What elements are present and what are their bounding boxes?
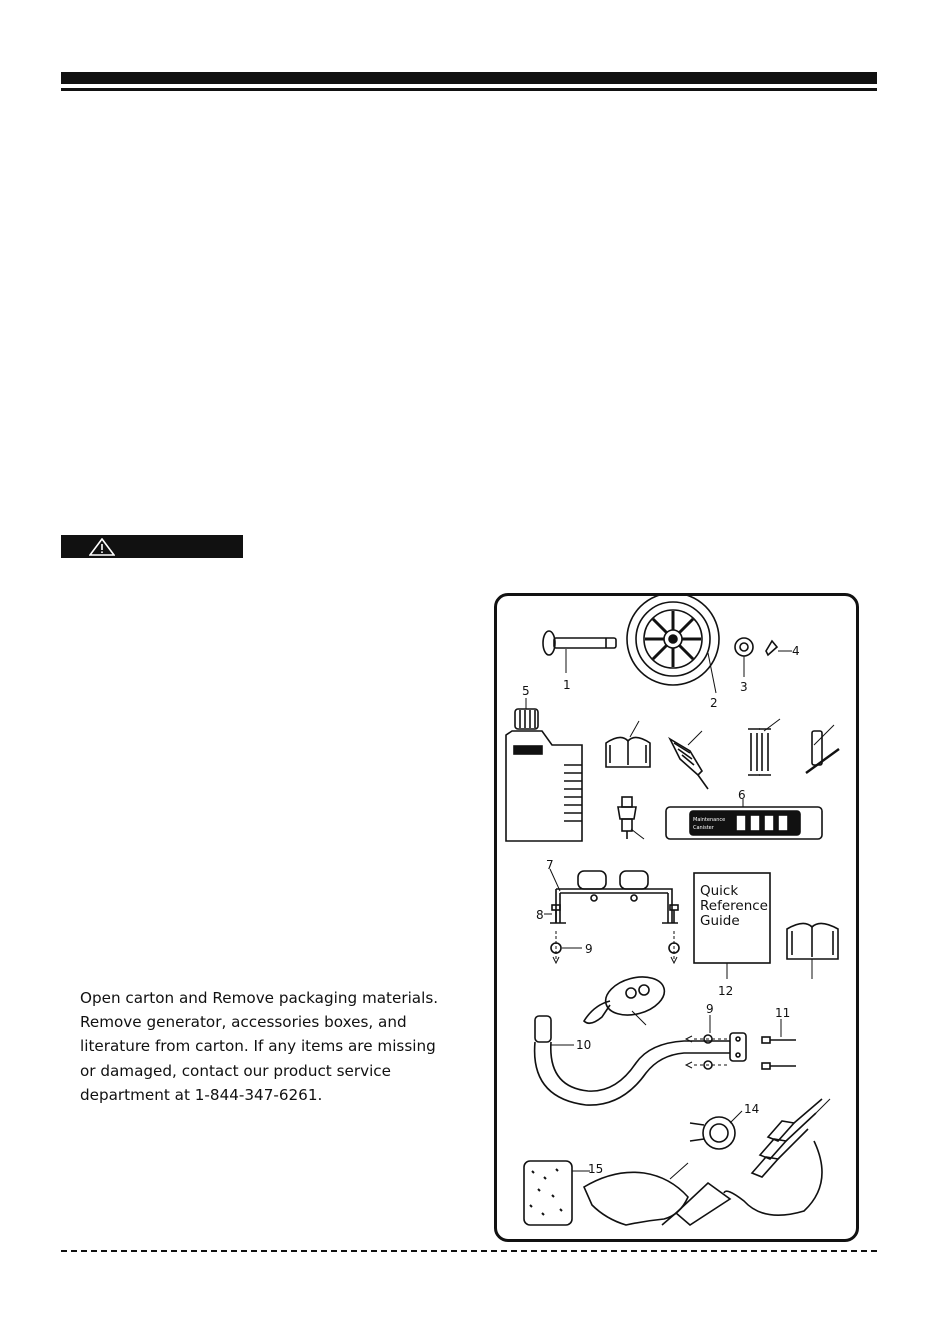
handle-tube-icon <box>535 1016 746 1105</box>
guide-title: Guide <box>700 913 740 929</box>
instruction-line: department at 1-844-347-6261. <box>80 1085 323 1104</box>
parts-illustration <box>494 593 859 1242</box>
callout-12: 12 <box>718 984 734 998</box>
remote-fob-icon <box>584 971 669 1023</box>
guide-title: Reference <box>700 898 768 914</box>
callout-6: 6 <box>738 788 746 802</box>
wrench-set-icon <box>748 729 771 775</box>
warning-triangle-icon <box>89 538 115 556</box>
callout-11: 11 <box>775 1006 791 1020</box>
footer-dashed-rule <box>61 1250 877 1252</box>
socket-wrench-icon <box>806 731 839 773</box>
wheel-icon <box>627 593 719 685</box>
callout-8: 8 <box>536 908 544 922</box>
plug-adapter-icon <box>690 1117 735 1149</box>
callout-3: 3 <box>740 680 748 694</box>
canister-label: Maintenance <box>693 817 726 823</box>
instruction-line: or damaged, contact our product service <box>80 1061 391 1080</box>
callout-9: 9 <box>585 942 593 956</box>
callout-1: 1 <box>563 678 571 692</box>
axle-pin-icon <box>543 631 616 655</box>
header-underline <box>61 88 877 91</box>
instruction-line: Open carton and Remove packaging materials. <box>80 989 439 1007</box>
canister-label: Canister <box>693 825 714 831</box>
cotter-pin-icon <box>766 641 792 655</box>
callout-10: 10 <box>576 1038 592 1052</box>
owner-manual-icon <box>606 737 650 767</box>
callout-4: 4 <box>792 644 800 658</box>
callout-14: 14 <box>744 1102 760 1116</box>
bolt-icon <box>552 905 678 923</box>
warning-banner <box>61 535 243 558</box>
sponge-filter-icon <box>524 1161 572 1225</box>
header-bar <box>61 72 877 84</box>
callout-5: 5 <box>522 684 530 698</box>
callout-2: 2 <box>710 696 718 710</box>
support-bracket-icon <box>550 871 678 923</box>
screw-icon <box>762 1037 796 1069</box>
unpacking-instructions <box>80 986 463 1107</box>
instruction-line: Remove generator, accessories boxes, and <box>80 1013 407 1032</box>
nut-icon <box>551 931 679 963</box>
maintenance-canister-icon <box>666 807 822 839</box>
manual-book-icon <box>787 923 838 959</box>
instruction-line: literature from carton. If any items are missing <box>80 1037 436 1056</box>
battery-charging-cables-icon <box>662 1099 822 1225</box>
funnel-tube-icon <box>670 739 708 789</box>
guide-title: Quick <box>700 883 739 899</box>
spark-plug-icon <box>618 797 636 839</box>
washer-icon <box>735 638 753 656</box>
callout-7: 7 <box>546 858 554 872</box>
callout-9: 9 <box>706 1002 714 1016</box>
oil-bottle-icon <box>506 709 582 841</box>
callout-15: 15 <box>588 1162 604 1176</box>
